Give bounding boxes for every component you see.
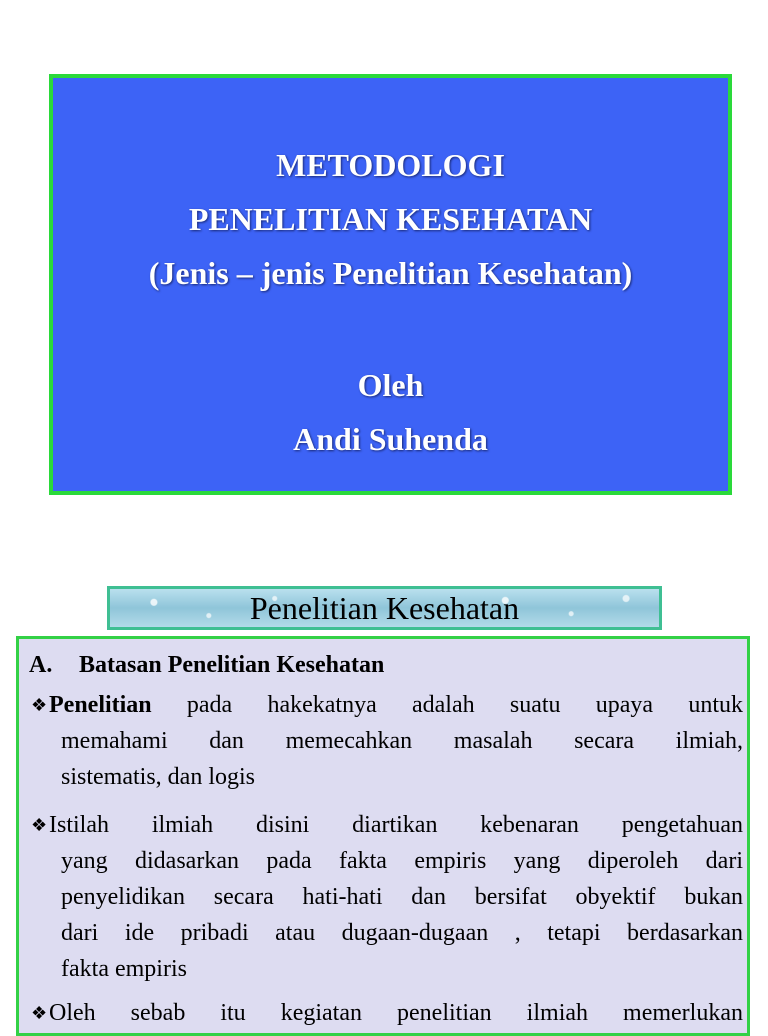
author-name: Andi Suhenda [293,421,488,457]
author-block [53,358,728,466]
section-heading-text: Batasan Penelitian Kesehatan [79,652,385,678]
title-line-3: (Jenis – jenis Penelitian Kesehatan) [148,255,633,291]
slide-title [53,138,728,300]
section-title: Penelitian Kesehatan [249,590,520,626]
bullet-item [31,995,743,1031]
bullet-line: yang didasarkan pada fakta empiris yang diperoleh dari [61,848,743,874]
bullet-line [49,687,743,723]
bullet-line: dari ide pribadi atau dugaan-dugaan , tetapi berdasarkan [61,920,743,946]
content-panel [16,636,750,1036]
diamond-bullet-icon: ❖ [31,695,48,715]
bullet-line: sistematis, dan logis [61,764,255,790]
diamond-bullet-icon: ❖ [31,1003,48,1023]
section-letter: A. [29,652,53,678]
bullet-line: Istilah ilmiah disini diartikan kebenaran pengetahuan [49,812,743,838]
bold-lead: Penelitian [49,692,152,718]
bullet-line: penyelidikan secara hati-hati dan bersifat obyektif bukan [61,884,743,910]
title-line-2: PENELITIAN KESEHATAN [188,201,593,237]
bullet-text: pada hakekatnya adalah suatu upaya untuk [151,692,743,718]
bullet-line: fakta empiris [61,956,187,982]
section-heading [29,647,384,683]
title-line-1: METODOLOGI [276,147,505,183]
bullet-item [31,687,743,795]
bullet-line: memahami dan memecahkan masalah secara ilmiah, [61,728,743,754]
diamond-bullet-icon: ❖ [31,815,48,835]
bullet-item [31,807,743,987]
by-label: Oleh [357,367,424,403]
title-slide [49,74,732,495]
bullet-line: Oleh sebab itu kegiatan penelitian ilmiah memerlukan [49,1000,743,1026]
section-title-banner [107,586,662,630]
